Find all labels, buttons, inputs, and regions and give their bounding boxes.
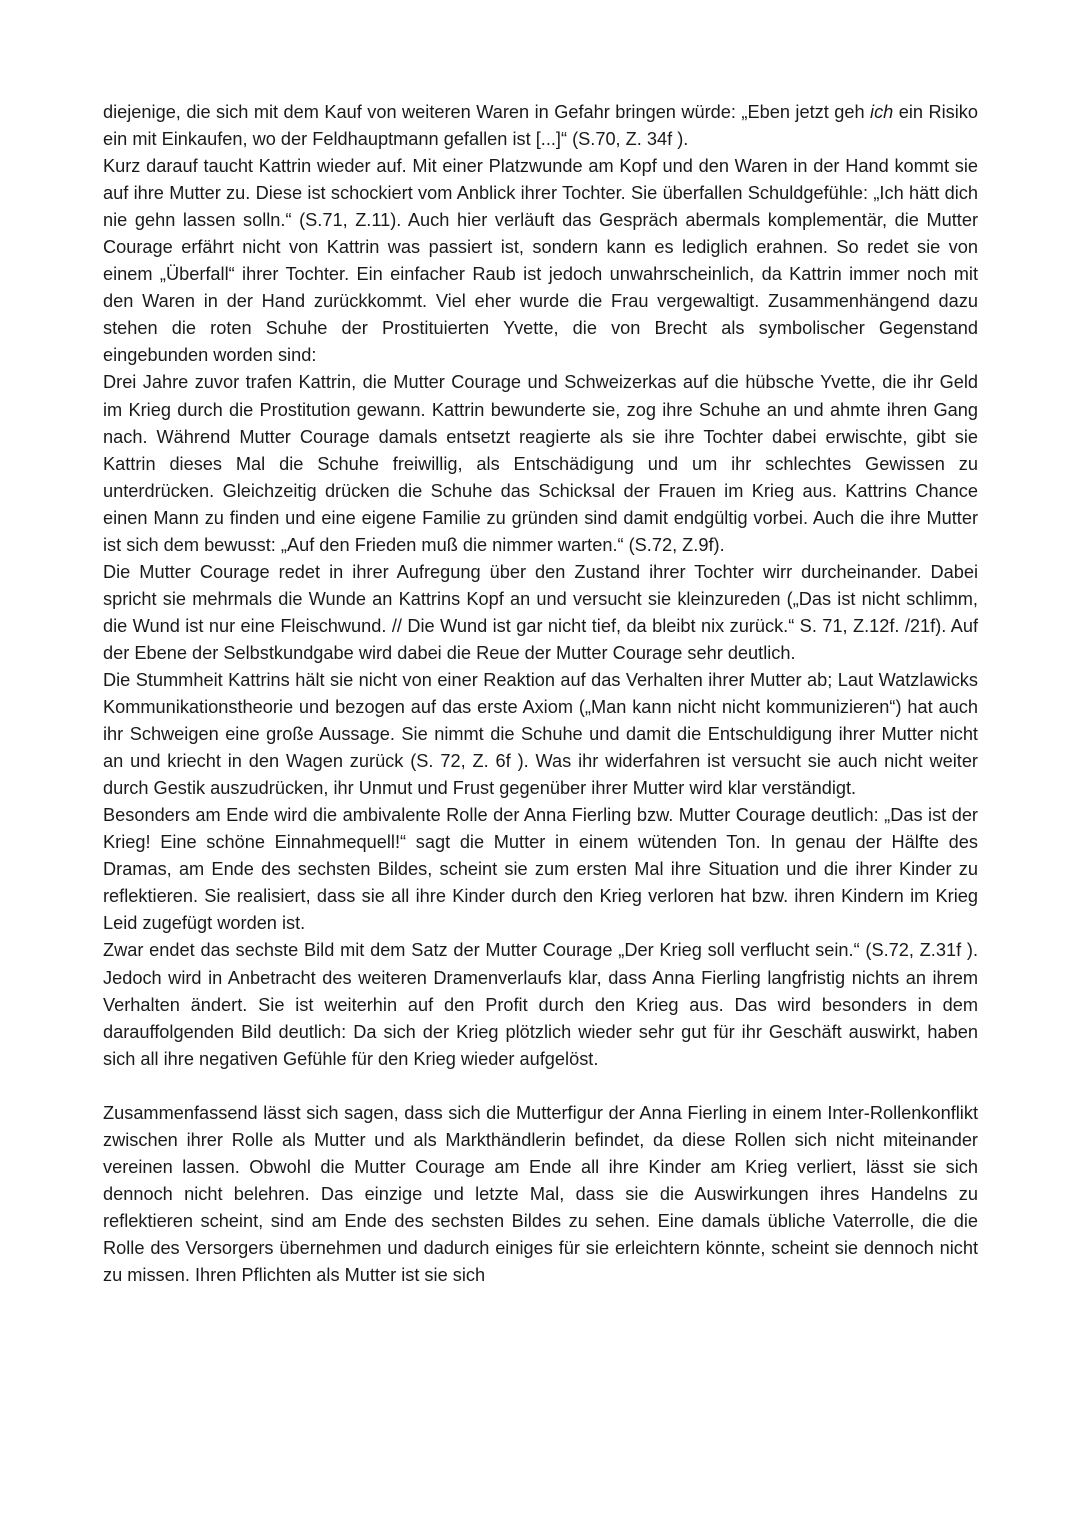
paragraph-spacer [103, 1073, 978, 1100]
document-body [103, 99, 978, 1289]
paragraph-6: Besonders am Ende wird die ambivalente Rolle der Anna Fierling bzw. Mutter Courage deutlich: „Das ist der Krieg! Eine schöne Einnahmequell!“ sagt die Mutter in einem wütenden Ton. In genau der Hälfte des Dramas, am Ende des sechsten Bildes, scheint sie zum ersten Mal ihre Situation und die ihrer Kinder zu reflektieren. Sie realisiert, dass sie all ihre Kinder durch den Krieg verloren hat bzw. ihren Kindern im Krieg Leid zugefügt worden ist. [103, 805, 978, 934]
paragraph-8-conclusion: Zusammenfassend lässt sich sagen, dass sich die Mutterfigur der Anna Fierling in einem Inter-Rollenkonflikt zwischen ihrer Rolle als Mutter und als Markthändlerin befindet, da diese Rollen sich nicht miteinander vereinen lassen. Obwohl die Mutter Courage am Ende all ihre Kinder am Krieg verliert, lässt sie sich dennoch nicht belehren. Das einzige und letzte Mal, dass sie die Auswirkungen ihres Handelns zu reflektieren scheint, sind am Ende des sechsten Bildes zu sehen. Eine damals übliche Vaterrolle, die die Rolle des Versorgers übernehmen und dadurch einiges für sie erleichtern könnte, scheint sie dennoch nicht zu missen. Ihren Pflichten als Mutter ist sie sich [103, 1102, 978, 1285]
paragraph-4: Die Mutter Courage redet in ihrer Aufregung über den Zustand ihrer Tochter wirr durcheinander. Dabei spricht sie mehrmals die Wunde an Kattrins Kopf an und versucht sie kleinzureden („Das ist nicht schlimm, die Wund ist nur eine Fleischwund. // Die Wund ist gar nicht tief, da bleibt nix zurück.“ S. 71, Z.12f. /21f). Auf der Ebene der Selbstkundgabe wird dabei die Reue der Mutter Courage sehr deutlich. [103, 561, 978, 663]
paragraph-7: Zwar endet das sechste Bild mit dem Satz der Mutter Courage „Der Krieg soll verflucht sein.“ (S.72, Z.31f ). Jedoch wird in Anbetracht des weiteren Dramenverlaufs klar, dass Anna Fierling langfristig nichts an ihrem Verhalten ändert. Sie ist weiterhin auf den Profit durch den Krieg aus. Das wird besonders in dem darauffolgenden Bild deutlich: Da sich der Krieg plötzlich wieder sehr gut für ihr Geschäft auswirkt, haben sich all ihre negativen Gefühle für den Krieg wieder aufgelöst. [103, 940, 978, 1069]
paragraph-1-text-end: ein Risiko ein mit Einkaufen, wo der Feldhauptmann gefallen ist [...]“ (S.70, Z. 34f ). [103, 102, 978, 150]
paragraph-5: Die Stummheit Kattrins hält sie nicht von einer Reaktion auf das Verhalten ihrer Mutter ab; Laut Watzlawicks Kommunikationstheorie und bezogen auf das erste Axiom („Man kann nicht nicht kommunizieren“) hat auch ihr Schweigen eine große Aussage. Sie nimmt die Schuhe und damit die Entschuldigung ihrer Mutter nicht an und kriecht in den Wagen zurück (S. 72, Z. 6f ). Was ihr widerfahren ist versucht sie auch nicht weiter durch Gestik auszudrücken, ihr Unmut und Frust gegenüber ihrer Mutter wird klar verständigt. [103, 669, 978, 799]
paragraph-1 [103, 99, 978, 153]
paragraph-1-text-start: diejenige, die sich mit dem Kauf von weiteren Waren in Gefahr bringen würde: „Eben jetzt geh [103, 102, 871, 122]
paragraph-2: Kurz darauf taucht Kattrin wieder auf. Mit einer Platzwunde am Kopf und den Waren in der Hand kommt sie auf ihre Mutter zu. Diese ist schockiert vom Anblick ihrer Tochter. Sie überfallen Schuldgefühle: „Ich hätt dich nie gehn lassen solln.“ (S.71, Z.11). Auch hier verläuft das Gespräch abermals komplementär, die Mutter Courage erfährt nicht von Kattrin was passiert ist, sondern kann es lediglich erahnen. So redet sie von einem „Überfall“ ihrer Tochter. Ein einfacher Raub ist jedoch unwahrscheinlich, da Kattrin immer noch mit den Waren in der Hand zurückkommt. Viel eher wurde die Frau vergewaltigt. Zusammenhängend dazu stehen die roten Schuhe der Prostituierten Yvette, die von Brecht als symbolischer Gegenstand eingebunden worden sind: [103, 156, 978, 366]
paragraph-3: Drei Jahre zuvor trafen Kattrin, die Mutter Courage und Schweizerkas auf die hübsche Yvette, die ihr Geld im Krieg durch die Prostitution gewann. Kattrin bewunderte sie, zog ihre Schuhe an und ahmte ihren Gang nach. Während Mutter Courage damals entsetzt reagierte als sie ihre Tochter dabei erwischte, gibt sie Kattrin dieses Mal die Schuhe freiwillig, als Entschädigung und um ihr schlechtes Gewissen zu unterdrücken. Gleichzeitig drücken die Schuhe das Schicksal der Frauen im Krieg aus. Kattrins Chance einen Mann zu finden und eine eigene Familie zu gründen sind damit endgültig vorbei. Auch die ihre Mutter ist sich dem bewusst: „Auf den Frieden muß die nimmer warten.“ (S.72, Z.9f). [103, 372, 978, 555]
emphasis-ich: ich [870, 102, 894, 122]
